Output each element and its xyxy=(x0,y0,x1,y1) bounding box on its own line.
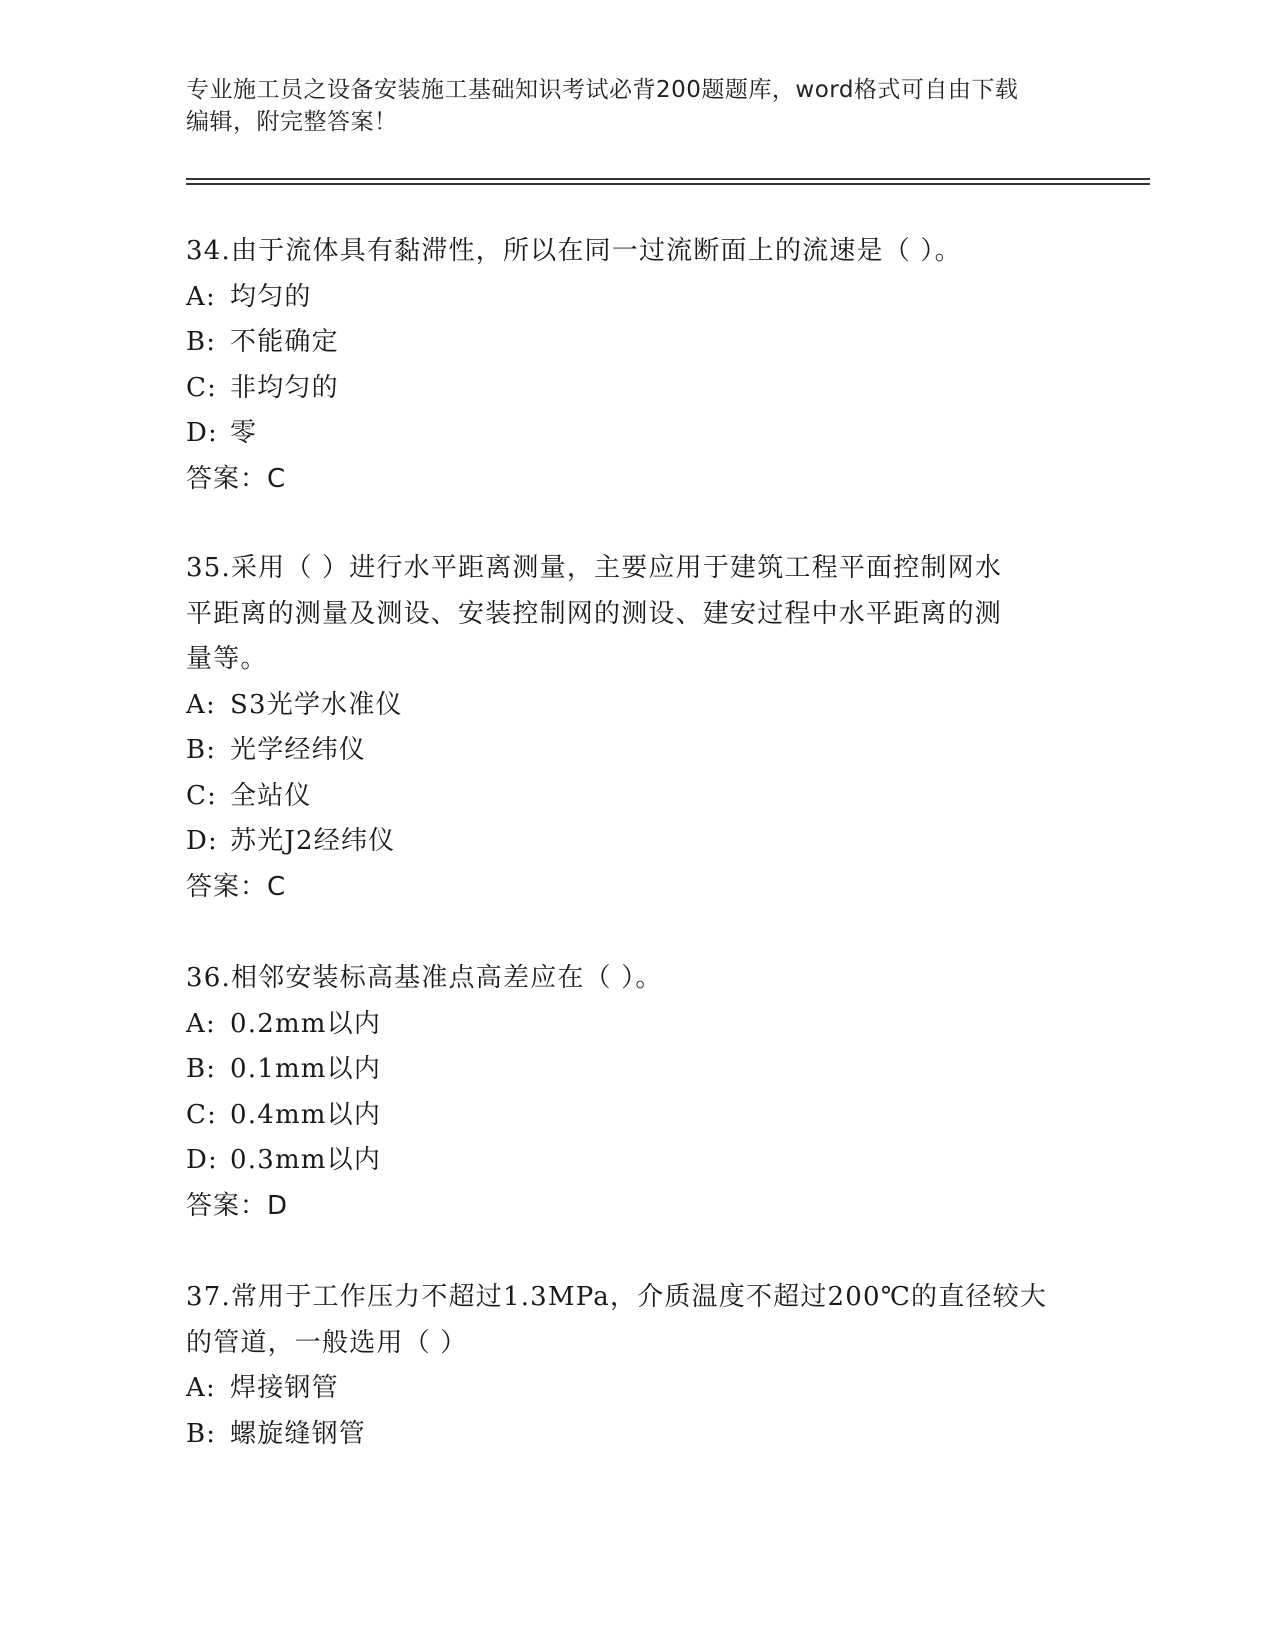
option-b xyxy=(186,320,1066,366)
option-prefix: B: xyxy=(186,1054,217,1084)
question-35 xyxy=(186,546,1066,910)
option-prefix: C: xyxy=(186,372,218,403)
option-prefix: C: xyxy=(186,780,218,811)
question-stem: 的管道，一般选用（ ） xyxy=(186,1327,468,1358)
option-text: 0.1mm以内 xyxy=(230,1054,382,1084)
option-a xyxy=(186,1002,1066,1048)
question-37 xyxy=(186,1275,1066,1457)
question-stem: 36.相邻安装标高基准点高差应在（ ）。 xyxy=(186,963,663,993)
question-stem: 34.由于流体具有黏滞性，所以在同一过流断面上的流速是（ ）。 xyxy=(186,236,962,266)
option-c xyxy=(186,366,1066,412)
option-text: 均匀的 xyxy=(230,281,312,312)
option-prefix: D: xyxy=(186,1145,219,1175)
question-34 xyxy=(186,229,1066,502)
question-stem: 平距离的测量及测设、安装控制网的测设、建安过程中水平距离的测 xyxy=(186,598,1003,629)
option-prefix: D: xyxy=(186,418,219,448)
option-d xyxy=(186,411,1066,457)
header-line-2: 编辑，附完整答案！ xyxy=(186,109,398,135)
answer-label: 答案：C xyxy=(186,871,287,902)
option-prefix: A: xyxy=(186,1008,216,1039)
option-text: 全站仪 xyxy=(230,780,312,811)
option-text: 零 xyxy=(230,418,258,448)
option-text: 0.3mm以内 xyxy=(230,1145,382,1175)
option-text: 0.2mm以内 xyxy=(230,1008,382,1039)
question-36 xyxy=(186,956,1066,1229)
option-text: 苏光J2经纬仪 xyxy=(230,826,396,856)
option-text: 0.4mm以内 xyxy=(230,1099,382,1130)
question-stem: 量等。 xyxy=(186,644,268,674)
option-c xyxy=(186,774,1066,820)
option-prefix: D: xyxy=(186,826,219,856)
option-d xyxy=(186,819,1066,865)
option-c xyxy=(186,1093,1066,1139)
option-a xyxy=(186,683,1066,729)
option-text: 非均匀的 xyxy=(230,372,339,403)
option-text: S3光学水准仪 xyxy=(230,689,403,720)
option-prefix: A: xyxy=(186,1373,216,1403)
option-prefix: B: xyxy=(186,735,217,765)
option-a xyxy=(186,275,1066,321)
option-a xyxy=(186,1366,1066,1412)
header-divider-top xyxy=(186,178,1150,180)
header-line-1: 专业施工员之设备安装施工基础知识考试必背200题题库，word格式可自由下载 xyxy=(186,77,1019,103)
option-b xyxy=(186,728,1066,774)
option-text: 螺旋缝钢管 xyxy=(230,1418,367,1449)
option-text: 光学经纬仪 xyxy=(230,735,367,765)
header-divider-bottom xyxy=(186,183,1150,185)
option-prefix: A: xyxy=(186,689,216,720)
option-prefix: A: xyxy=(186,281,216,312)
option-prefix: B: xyxy=(186,327,217,357)
option-b xyxy=(186,1047,1066,1093)
option-prefix: B: xyxy=(186,1418,217,1449)
question-stem: 35.采用（ ）进行水平距离测量，主要应用于建筑工程平面控制网水 xyxy=(186,553,1003,583)
answer-label: 答案：D xyxy=(186,1190,289,1221)
option-text: 焊接钢管 xyxy=(230,1373,339,1403)
option-prefix: C: xyxy=(186,1099,218,1130)
answer-label: 答案：C xyxy=(186,463,287,494)
option-text: 不能确定 xyxy=(230,327,339,357)
question-stem: 37.常用于工作压力不超过1.3MPa，介质温度不超过200℃的直径较大 xyxy=(186,1282,1048,1312)
document-header xyxy=(186,74,1066,138)
option-d xyxy=(186,1138,1066,1184)
option-b xyxy=(186,1412,1066,1458)
